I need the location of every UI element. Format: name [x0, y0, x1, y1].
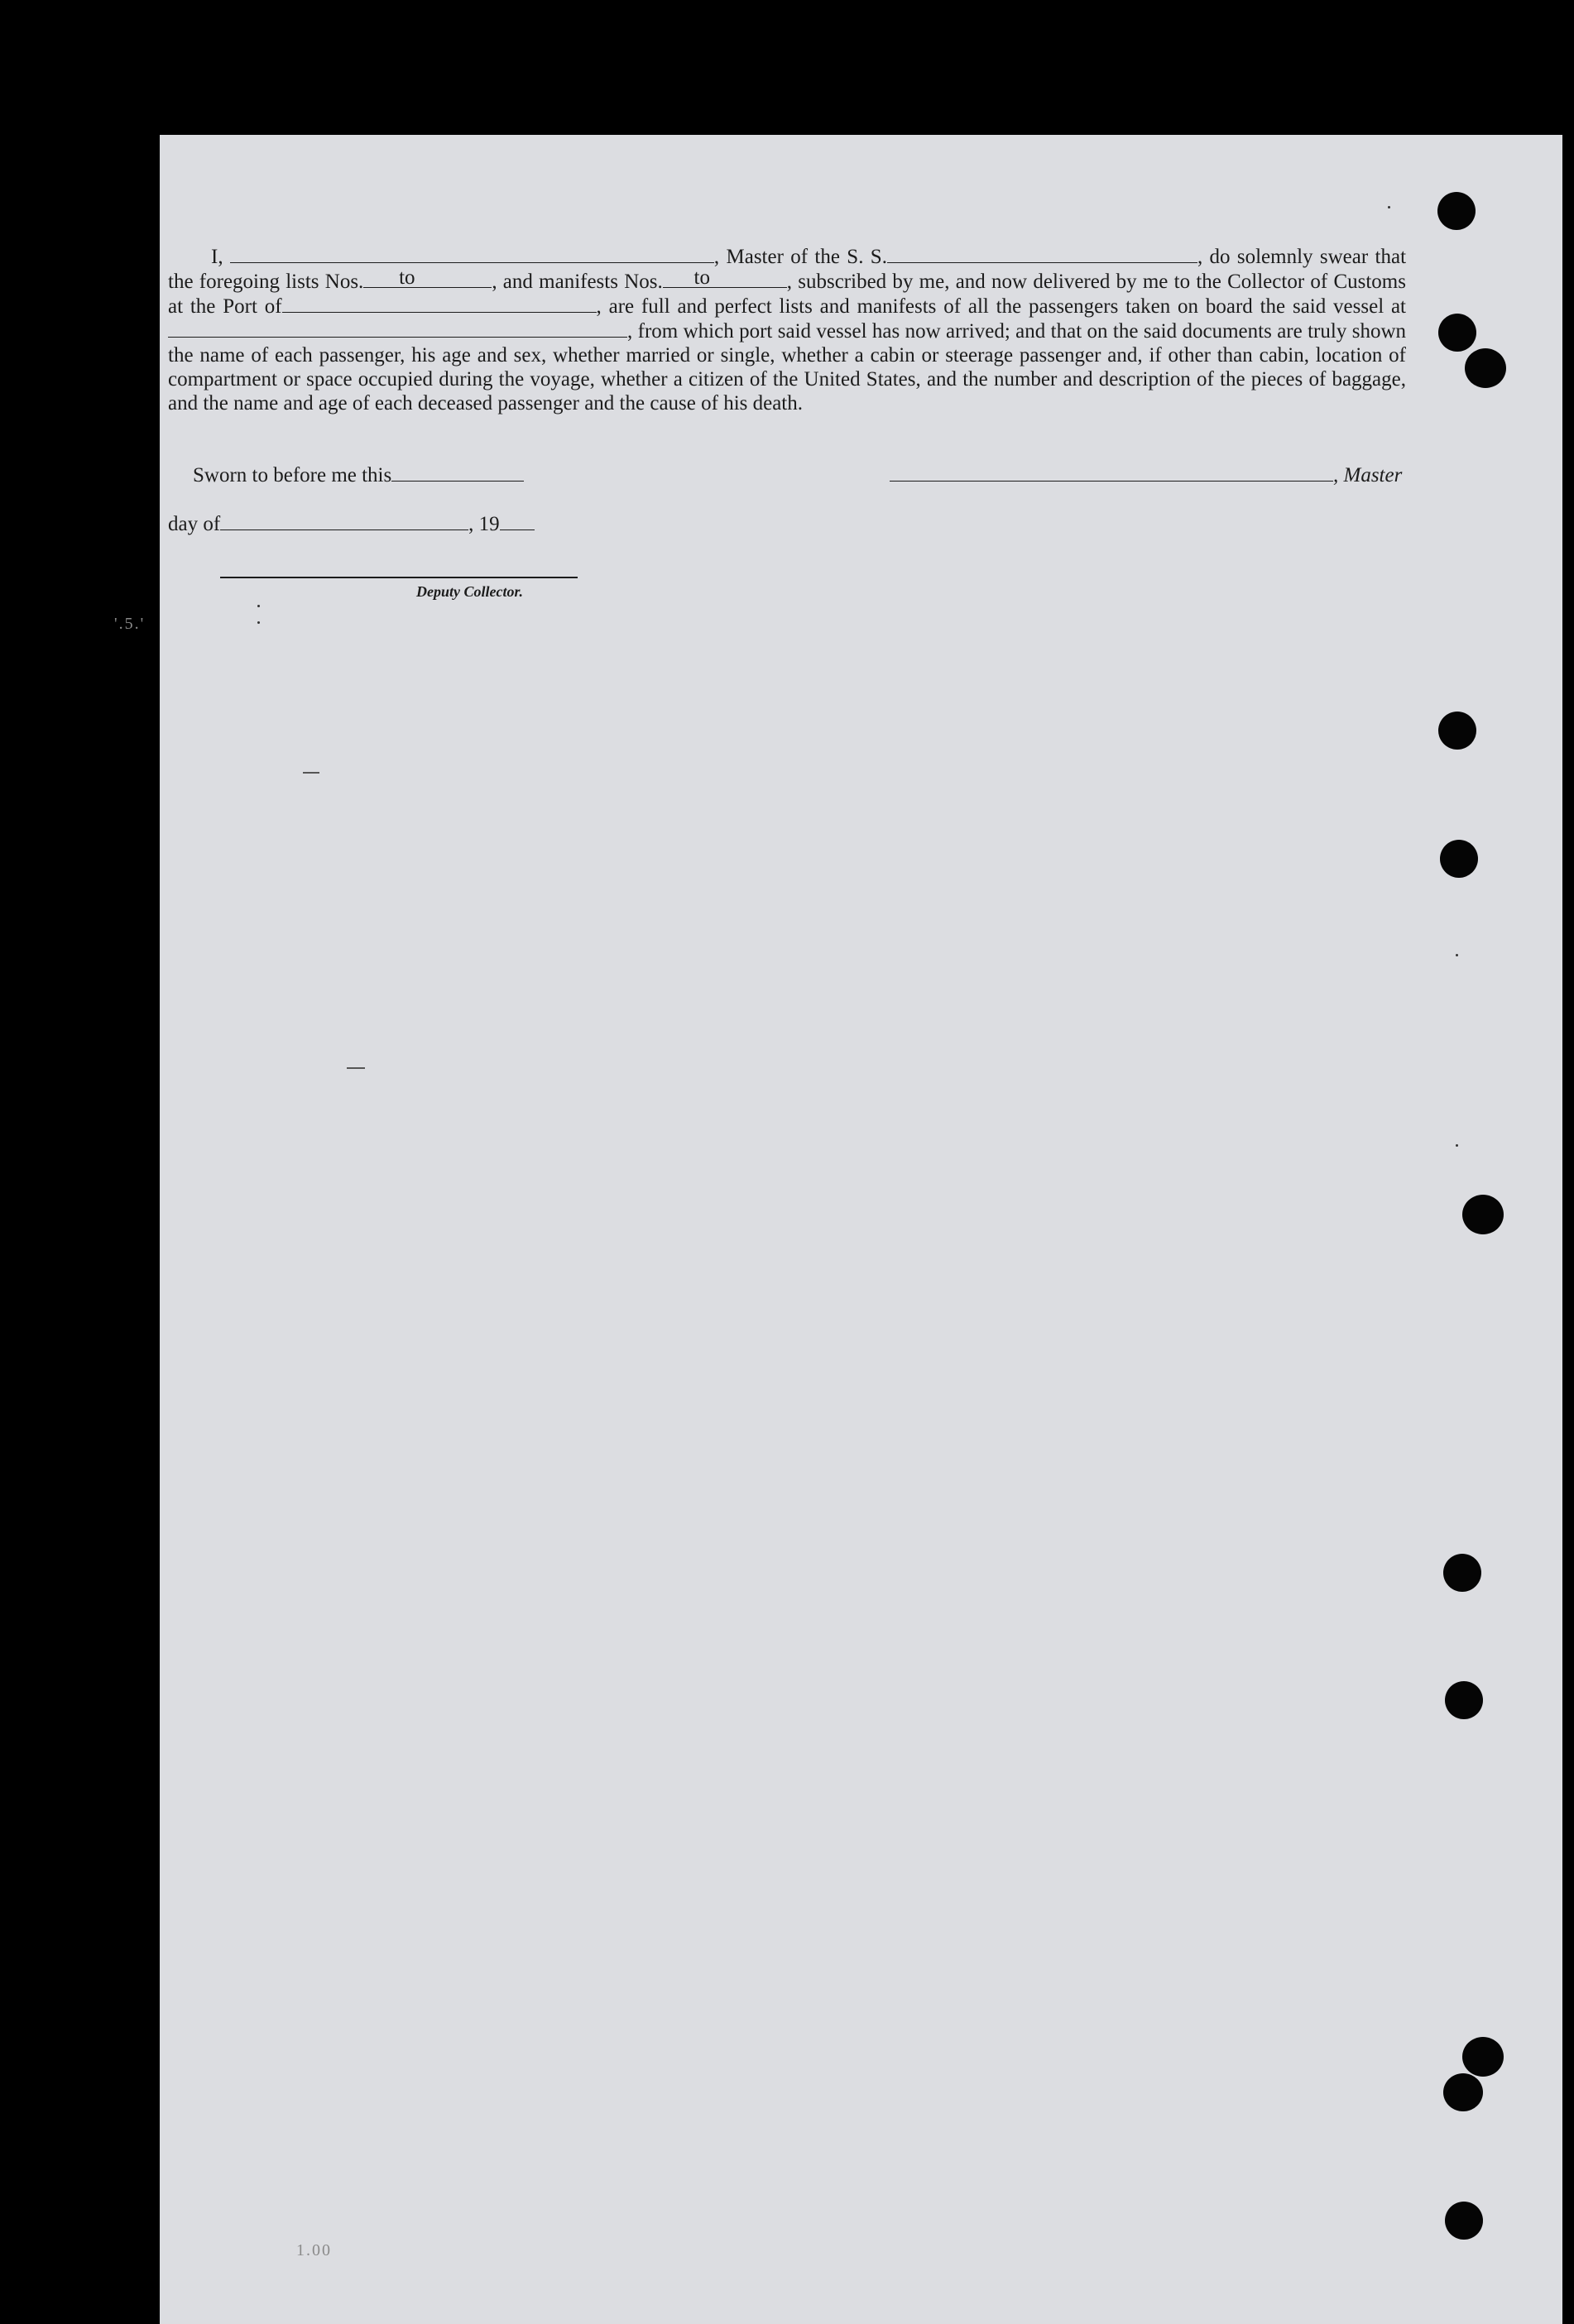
vessel-at-blank [168, 319, 627, 338]
punch-hole [1462, 2037, 1504, 2077]
oath-paragraph [168, 244, 1406, 415]
deputy-signature-line [220, 577, 578, 578]
punch-hole [1443, 1554, 1481, 1592]
oath-line2a: swear that the foregoing lists Nos. [168, 246, 1407, 293]
oath-pronoun: I, [211, 246, 223, 268]
to-word-2: to [693, 266, 710, 289]
manifests-to-blank [741, 269, 787, 288]
punch-hole [1445, 2202, 1483, 2240]
master-label: , Master [1333, 464, 1403, 486]
master-signature-blank [890, 462, 1333, 482]
oath-line2c: , subscribed by me, and now [786, 271, 1028, 293]
lists-to-blank [450, 269, 492, 288]
oath-do-solemnly: , do solemnly [1197, 246, 1313, 268]
speck [1388, 206, 1390, 208]
punch-hole [1443, 2073, 1483, 2111]
oath-line3a: delivered by me to the Collector of Customs at the Port of [168, 271, 1406, 318]
punch-hole [1440, 840, 1478, 878]
year-blank [500, 511, 535, 530]
speck [257, 621, 260, 624]
oath-master-of-ss: , Master of the S. S. [713, 246, 887, 268]
punch-hole [1465, 348, 1506, 388]
punch-hole [1445, 1681, 1483, 1719]
sworn-date-blank [391, 462, 524, 482]
day-of-line [168, 511, 535, 536]
oath-line2b: , and manifests Nos. [492, 271, 663, 293]
stray-dash [347, 1067, 365, 1069]
oath-line4a: manifests of all the passengers taken on board the said vessel at [857, 295, 1406, 318]
port-of-blank [282, 294, 597, 313]
punch-hole [1437, 192, 1476, 230]
vessel-name-blank [887, 244, 1197, 263]
document-page [114, 135, 1562, 2324]
speck [1456, 954, 1458, 956]
master-name-blank [230, 244, 714, 263]
speck [1456, 1144, 1458, 1147]
faint-mark-left: '.5.' [114, 615, 146, 633]
master-signature [890, 462, 1402, 487]
oath-line4b: , from which [627, 320, 734, 343]
speck [257, 605, 260, 607]
punch-hole [1462, 1195, 1504, 1234]
sworn-line [193, 462, 524, 487]
lists-from-blank [363, 266, 450, 289]
manifests-from-blank [663, 266, 741, 289]
punch-hole [1438, 314, 1476, 352]
punch-hole [1438, 712, 1476, 750]
oath-line3b: , are full and perfect lists and [596, 295, 850, 318]
sworn-text: Sworn to before me this [193, 464, 392, 486]
stray-dash [303, 772, 319, 774]
day-of-blank [220, 511, 468, 530]
year-text: , 19 [468, 513, 500, 535]
oath-rest: port said vessel has now arrived; and that on the said documents are truly shown the name of each passenger, his age and sex, whether married or single, whether a cabin or steerage passenger and, if other than cabin, location of compartment or space occupied during the voyage, whether a citizen of the United States, and the number and description of the pieces of baggage, and the name and age of each deceased passenger and the cause of his death. [168, 320, 1406, 414]
day-of-text: day of [168, 513, 221, 535]
faint-mark-bottom: 1.00 [296, 2241, 332, 2259]
to-word-1: to [399, 266, 415, 289]
deputy-collector-label: Deputy Collector. [416, 583, 523, 600]
